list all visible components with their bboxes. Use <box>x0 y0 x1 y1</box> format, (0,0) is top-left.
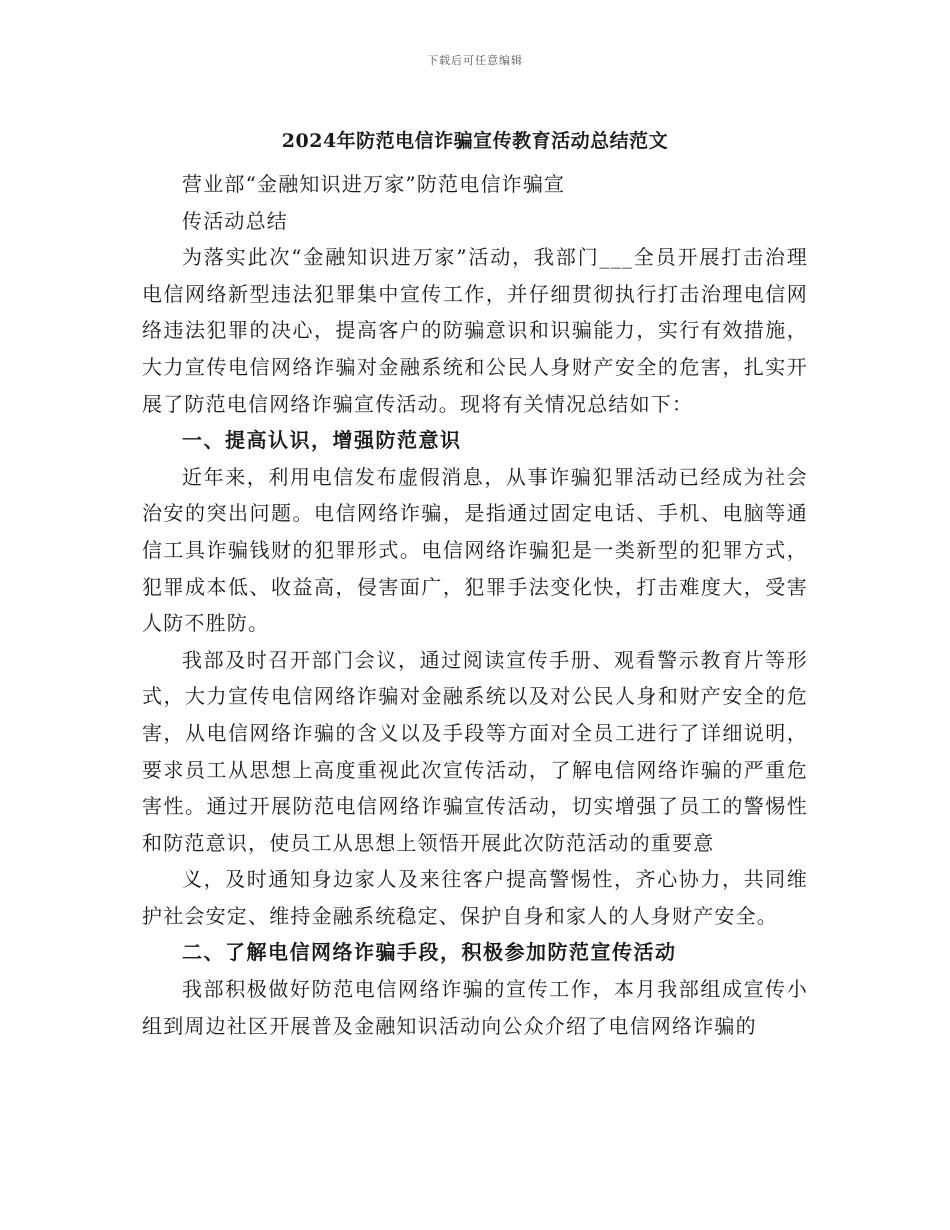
document-title: 2024年防范电信诈骗宣传教育活动总结范文 <box>281 130 669 152</box>
paragraph-section1-c: 义，及时通知身边家人及来往客户提高警惕性，齐心协力，共同维护社会安定、维持金融系统稳定、保护自身和家人的人身财产安全。 <box>142 867 808 928</box>
section-heading-1: 一、提高认识，增强防范意识 <box>182 428 462 453</box>
paragraph-section2-a: 我部积极做好防范电信网络诈骗的宣传工作，本月我部组成宣传小组到周边社区开展普及金融知识活动向公众介绍了电信网络诈骗的 <box>142 977 808 1038</box>
header-note: 下载后可任意编辑 <box>427 54 523 67</box>
section-heading-2: 二、了解电信网络诈骗手段，积极参加防范宣传活动 <box>182 940 677 965</box>
document-body <box>142 166 808 1044</box>
paragraph-section1-b: 我部及时召开部门会议，通过阅读宣传手册、观看警示教育片等形式，大力宣传电信网络诈骗对金融系统以及对公民人身和财产安全的危害，从电信网络诈骗的含义以及手段等方面对全员工进行了详细说明，要求员工从思想上高度重视此次宣传活动，了解电信网络诈骗的严重危害性。通过开展防范电信网络诈骗宣传活动，切实增强了员工的警惕性和防范意识，使员工从思想上领悟开展此次防范活动的重要意 <box>142 647 808 855</box>
paragraph-intro: 为落实此次“金融知识进万家”活动，我部门___全员开展打击治理电信网络新型违法犯罪集中宣传工作，并仔细贯彻执行打击治理电信网络违法犯罪的决心，提高客户的防骗意识和识骗能力，实行有效措施，大力宣传电信网络诈骗对金融系统和公民人身财产安全的危害，扎实开展了防范电信网络诈骗宣传活动。现将有关情况总结如下： <box>142 245 808 416</box>
paragraph-section1-a: 近年来，利用电信发布虚假消息，从事诈骗犯罪活动已经成为社会治安的突出问题。电信网络诈骗，是指通过固定电话、手机、电脑等通信工具诈骗钱财的犯罪形式。电信网络诈骗犯是一类新型的犯罪方式，犯罪成本低、收益高，侵害面广，犯罪手法变化快，打击难度大，受害人防不胜防。 <box>142 464 808 636</box>
subtitle-line-2: 传活动总结 <box>182 208 288 233</box>
subtitle-line-1: 营业部“金融知识进万家”防范电信诈骗宣 <box>182 172 566 196</box>
